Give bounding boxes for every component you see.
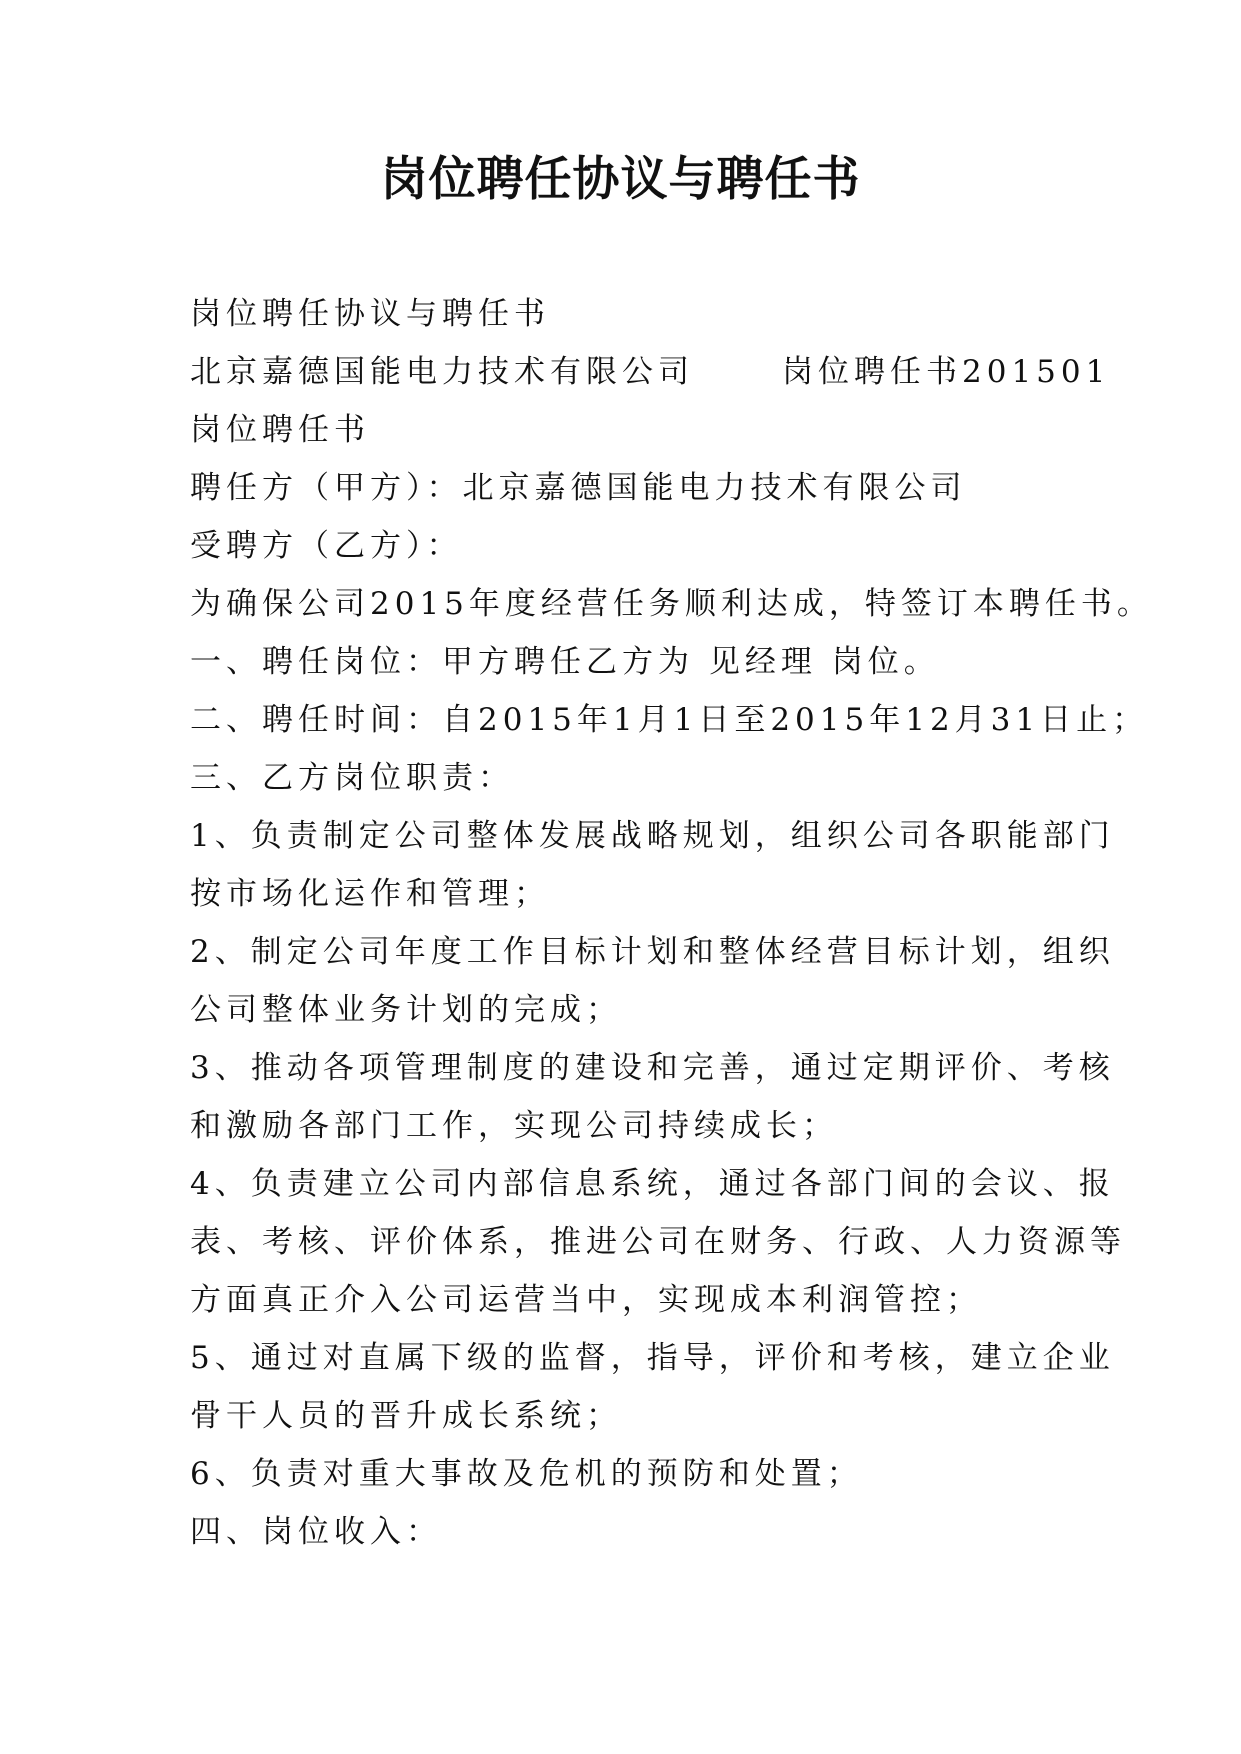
- section-4-line: 四、岗位收入：: [190, 1514, 442, 1550]
- company-name: 北京嘉德国能电力技术有限公司: [190, 354, 694, 390]
- document-body: [190, 285, 1153, 1561]
- duty-1-line-b: 按市场化运作和管理；: [190, 876, 550, 912]
- heading-line: 岗位聘任书: [190, 412, 370, 448]
- duty-6-line: 6、负责对重大事故及危机的预防和处置；: [190, 1456, 863, 1492]
- section-3-line: 三、乙方岗位职责：: [190, 760, 514, 796]
- duty-5-line-a: 5、通过对直属下级的监督，指导，评价和考核，建立企业: [190, 1340, 1115, 1376]
- duty-4-line-c: 方面真正介入公司运营当中，实现成本利润管控；: [190, 1282, 982, 1318]
- subtitle-line: 岗位聘任协议与聘任书: [190, 296, 550, 332]
- section-1-line: 一、聘任岗位：甲方聘任乙方为 见经理 岗位。: [190, 644, 940, 680]
- duty-2-line-b: 公司整体业务计划的完成；: [190, 992, 622, 1028]
- purpose-line: 为确保公司2015年度经营任务顺利达成，特签订本聘任书。: [190, 586, 1153, 622]
- party-b-line: 受聘方（乙方）：: [190, 528, 463, 564]
- duty-1-line-a: 1、负责制定公司整体发展战略规划，组织公司各职能部门: [190, 818, 1115, 854]
- duty-3-line-b: 和激励各部门工作，实现公司持续成长；: [190, 1108, 838, 1144]
- document-number: 岗位聘任书201501: [782, 354, 1111, 390]
- duty-4-line-b: 表、考核、评价体系，推进公司在财务、行政、人力资源等: [190, 1224, 1126, 1260]
- duty-4-line-a: 4、负责建立公司内部信息系统，通过各部门间的会议、报: [190, 1166, 1115, 1202]
- duty-2-line-a: 2、制定公司年度工作目标计划和整体经营目标计划，组织: [190, 934, 1115, 970]
- duty-5-line-b: 骨干人员的晋升成长系统；: [190, 1398, 622, 1434]
- party-a-line: 聘任方（甲方）：北京嘉德国能电力技术有限公司: [190, 470, 967, 506]
- section-2-line: 二、聘任时间：自2015年1月1日至2015年12月31日止；: [190, 702, 1149, 738]
- duty-3-line-a: 3、推动各项管理制度的建设和完善，通过定期评价、考核: [190, 1050, 1115, 1086]
- document-title: 岗位聘任协议与聘任书: [380, 152, 861, 207]
- company-header-line: [190, 343, 1111, 401]
